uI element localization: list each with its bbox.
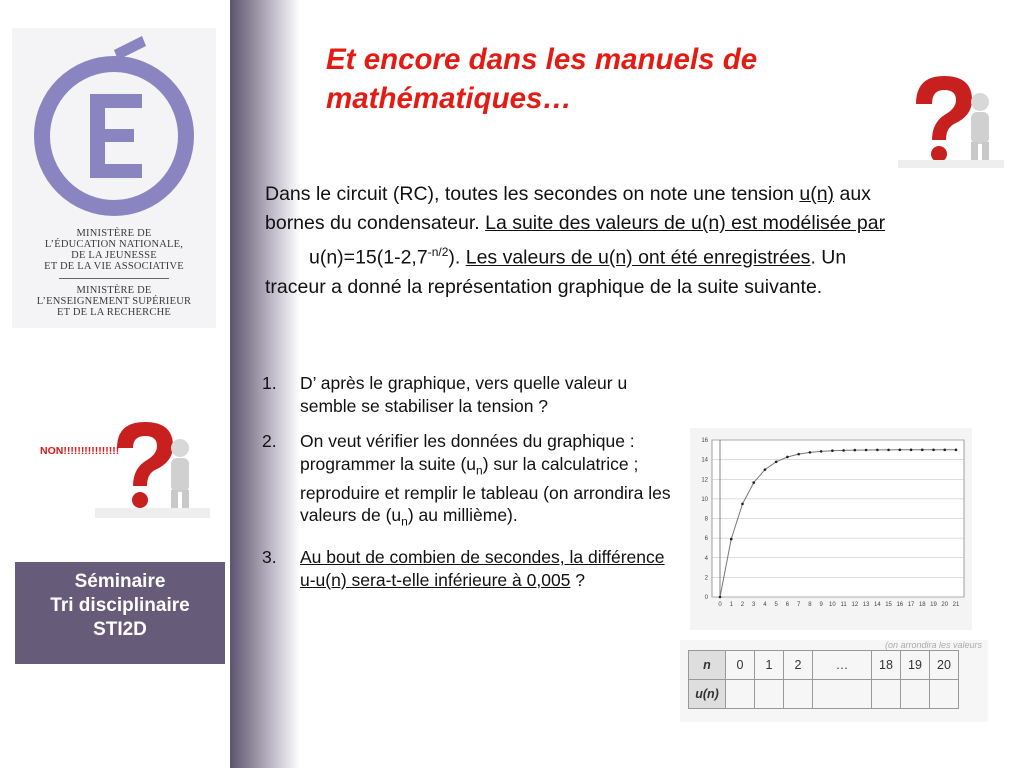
intro-text: . Un traceur a donné la représentation graphique de la suite suivante. (265, 246, 847, 298)
ministry-line: ET DE LA RECHERCHE (57, 307, 171, 318)
formula-exponent: -n/2 (427, 245, 449, 259)
intro-text: ). (448, 246, 461, 269)
x-tick-label: 0 (718, 602, 722, 608)
ministry-line: L’ÉDUCATION NATIONALE, (44, 239, 184, 250)
data-point (752, 481, 755, 484)
question-number: 1. (262, 373, 277, 393)
table-row (689, 680, 959, 709)
table-cell (872, 680, 901, 709)
non-label: NON!!!!!!!!!!!!!!!! (40, 445, 120, 457)
seminar-box (15, 562, 225, 664)
y-tick-label: 2 (704, 575, 708, 582)
ministry-line: MINISTÈRE DE (76, 285, 152, 296)
table-cell (901, 680, 930, 709)
table-row (689, 651, 959, 680)
data-point (809, 451, 812, 454)
ministry-line: L’ENSEIGNEMENT SUPÉRIEUR (36, 296, 192, 307)
table-header-un: u(n) (689, 680, 726, 709)
x-tick-label: 12 (851, 602, 859, 608)
y-tick-label: 0 (704, 595, 708, 601)
table-cell: 18 (872, 651, 901, 680)
y-tick-label: 12 (701, 477, 708, 484)
data-point (820, 450, 823, 453)
data-point (730, 538, 733, 541)
data-point (764, 468, 767, 471)
x-tick-label: 20 (941, 602, 949, 608)
x-tick-label: 7 (796, 602, 801, 608)
ministry-text (12, 228, 216, 318)
intro-underlined: u(n) (799, 183, 835, 205)
question-mark-figure-icon (95, 418, 210, 523)
data-point (899, 449, 902, 452)
question-number: 3. (262, 547, 277, 567)
intro-text: aux bornes du condensateur. (265, 183, 871, 234)
question-list (262, 372, 682, 604)
question-part: ? (570, 569, 586, 590)
y-tick-label: 10 (701, 496, 708, 503)
ministry-line: DE LA JEUNESSE (71, 250, 157, 261)
x-tick-label: 10 (829, 602, 836, 608)
intro-underlined: Les valeurs de u(n) ont été enregistrées (465, 246, 811, 269)
question-part: On veut vérifier les données du graphique : programmer la suite (u (300, 431, 635, 474)
title-line: mathématiques… (326, 82, 572, 115)
ministry-divider (59, 278, 169, 279)
data-point (955, 449, 958, 452)
data-point (910, 449, 913, 452)
data-point (719, 596, 722, 599)
title-line: Et encore dans les manuels de (326, 43, 758, 76)
x-tick-label: 11 (840, 602, 847, 608)
x-tick-label: 13 (862, 602, 870, 608)
table-cell (930, 680, 959, 709)
list-item (262, 546, 682, 591)
y-tick-label: 14 (701, 457, 708, 464)
chart-svg (690, 428, 972, 630)
x-tick-label: 8 (808, 602, 812, 608)
subscript: n (476, 463, 483, 477)
x-tick-label: 15 (885, 602, 892, 608)
logo-e-mid (90, 129, 134, 142)
y-tick-label: 8 (704, 516, 708, 523)
sequence-graph (690, 428, 972, 630)
seminar-line: STI2D (93, 619, 147, 640)
data-point (865, 449, 868, 452)
sidebar (0, 0, 230, 768)
seminar-line: Séminaire (74, 571, 166, 592)
table-cell (784, 680, 813, 709)
table-cell: 2 (784, 651, 813, 680)
question-number: 2. (262, 431, 277, 451)
table-cell (755, 680, 784, 709)
intro-text: Dans le circuit (RC), toutes les secondes on note une tension (265, 183, 800, 205)
x-tick-label: 16 (896, 602, 904, 608)
table-cell: 0 (726, 651, 755, 680)
x-tick-label: 21 (952, 602, 960, 608)
x-tick-label: 1 (729, 602, 733, 608)
data-point (876, 449, 879, 452)
seminar-line: Tri disciplinaire (50, 595, 190, 616)
data-point (943, 449, 946, 452)
data-point (854, 449, 857, 452)
question-text: D’ après le graphique, vers quelle valeur u semble se stabiliser la tension ? (300, 373, 628, 416)
subscript: n (401, 514, 408, 529)
logo-accent (114, 36, 146, 60)
logo-e-top (90, 94, 142, 108)
list-item (262, 430, 682, 533)
intro-paragraph (265, 180, 905, 302)
values-table (688, 650, 959, 709)
intro-underlined: La suite des valeurs de u(n) est modélisée par (485, 212, 886, 234)
table-header-n: n (689, 651, 726, 680)
x-tick-label: 17 (907, 602, 915, 608)
data-point (741, 503, 744, 506)
logo-e-bottom (90, 164, 142, 178)
question-text (300, 546, 672, 591)
question-part: ) sur la calculatrice ; reproduire et remplir le tableau (on arrondira les valeurs de (u (300, 453, 671, 525)
data-point (786, 456, 789, 459)
table-cell: … (813, 651, 872, 680)
list-item (262, 372, 682, 417)
x-tick-label: 2 (740, 602, 745, 608)
table-cell (813, 680, 872, 709)
data-point (932, 449, 935, 452)
data-point (921, 449, 924, 452)
x-tick-label: 6 (785, 602, 790, 608)
data-point (831, 449, 834, 452)
x-tick-label: 18 (918, 602, 926, 608)
y-tick-label: 6 (704, 536, 708, 543)
ministry-line: ET DE LA VIE ASSOCIATIVE (44, 261, 184, 272)
x-tick-label: 5 (774, 602, 778, 608)
x-tick-label: 3 (752, 602, 756, 608)
table-cell: 1 (755, 651, 784, 680)
y-tick-label: 16 (701, 438, 708, 444)
question-part: Au bout de combien de secondes, la différence u-u(n) sera-t-elle inférieure à 0,005 (300, 547, 665, 590)
ministry-line: MINISTÈRE DE (76, 228, 152, 239)
y-tick-label: 4 (704, 555, 708, 562)
data-point (775, 460, 778, 463)
x-tick-label: 19 (930, 602, 937, 608)
slide-title (326, 40, 926, 118)
table-caption: (on arrondira les valeurs (884, 640, 982, 650)
table-cell: 20 (930, 651, 959, 680)
data-point (842, 449, 845, 452)
x-tick-label: 14 (873, 602, 881, 608)
data-point (887, 449, 890, 452)
x-tick-label: 9 (819, 602, 823, 608)
formula: u(n)=15(1-2,7 (309, 246, 428, 269)
question-mark-figure-icon (898, 68, 1004, 173)
data-point (797, 453, 800, 456)
table-cell (726, 680, 755, 709)
question-part: ) au millième). (407, 505, 518, 525)
table-cell: 19 (901, 651, 930, 680)
question-text (300, 430, 672, 533)
x-tick-label: 4 (763, 602, 767, 608)
values-table-figure (680, 640, 988, 722)
